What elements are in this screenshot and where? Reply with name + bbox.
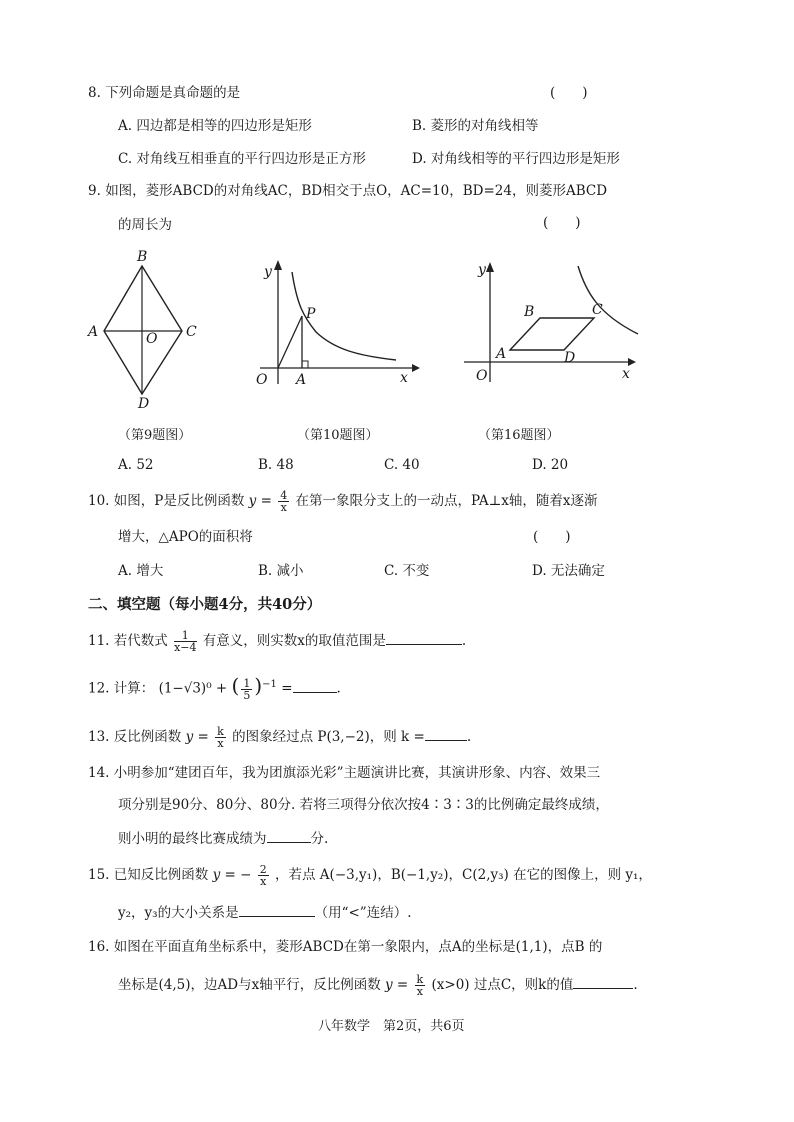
q8-option-c: C. 对角线互相垂直的平行四边形是正方形 [118,151,366,167]
q10-option-d: D. 无法确定 [532,563,605,579]
q15-line2 [118,902,411,922]
q16-line2 [118,974,638,997]
q11-number: 11. [88,633,110,649]
label-a: A [496,346,507,362]
q11-stem [88,630,466,653]
q10-option-b: B. 减小 [258,563,304,579]
q11-answer-blank[interactable] [386,630,462,645]
q11-fraction [174,630,196,653]
q12-rparen: ) [254,673,263,698]
q12-lparen: ( [231,673,240,698]
q12-end: . [336,680,341,697]
q13-frac-den: x [217,737,224,750]
label-y: y [264,264,272,280]
q12-frac-den: 5 [243,688,251,702]
q9-answer-paren: ( ) [543,215,581,231]
q13-pre: 反比例函数 [113,729,182,745]
q8-stem [88,84,240,102]
q12-frac-num: 1 [243,676,251,690]
q12-pre: 计算： [113,680,155,697]
q8-option-d: D. 对角线相等的平行四边形是矩形 [412,151,620,167]
q16-text2a: 坐标是(4,5)，边AD与x轴平行，反比例函数 [118,977,381,993]
q14-text3a: 则小明的最终比赛成绩为 [118,831,267,847]
label-o: O [146,331,158,347]
q15-pre: 已知反比例函数 [113,867,209,883]
q10-fraction [278,490,289,513]
q15-post: ，若点 A(−3,y₁)，B(−1,y₂)，C(2,y₃) 在它的图像上，则 y₁， [275,867,652,883]
figure-9-rhombus [82,244,212,414]
q8-text: 下列命题是真命题的是 [105,85,241,101]
q14-line2: 项分别是90分、80分、80分. 若将三项得分依次按4∶3∶3的比例确定最终成绩， [118,797,609,813]
q16-frac-num: k [416,973,424,986]
q9-stem-line2: 的周长为 [118,217,172,233]
q13-stem [88,726,471,749]
rhombus-abcd [510,318,594,350]
figure-9-caption: （第9题图） [118,428,192,443]
q12-stem [88,673,341,702]
q16-text2b: (x>0) 过点C，则k的值 [431,977,574,993]
q15-frac-num: 2 [259,863,267,876]
q9-text: 如图，菱形ABCD的对角线AC，BD相交于点O，AC=10，BD=24，则菱形ABCD [105,183,608,199]
q9-stem [88,182,607,200]
q9-number: 9. [88,183,101,199]
label-p: P [306,306,316,322]
label-c: C [186,324,197,340]
q11-frac-den: x−4 [174,641,197,654]
label-b: B [524,304,535,320]
figure-16-caption: （第16题图） [478,428,560,443]
q10-stem [88,490,598,513]
q15-fraction [258,864,269,887]
q8-number: 8. [88,85,101,101]
label-x: x [622,366,630,382]
rhombus-outline [104,266,182,394]
q16-text1: 如图在平面直角坐标系中，菱形ABCD在第一象限内，点A的坐标是(1,1)，点B 的 [113,939,603,955]
label-b: B [137,249,148,265]
q9-option-d: D. 20 [532,457,569,473]
x-axis-arrow [628,358,636,366]
page-footer: 八年数学 第2页，共6页 [318,1019,465,1034]
q15-answer-blank[interactable] [239,902,315,917]
figure-16-rhombus-plane [460,254,640,390]
q15-text2a: y₂，y₃的大小关系是 [118,905,239,921]
q16-number: 16. [88,939,110,955]
q12-exponent: −1 [262,679,277,690]
q10-number: 10. [88,493,110,509]
q14-answer-blank[interactable] [267,828,311,843]
q13-post: 的图象经过点 P(3,−2)，则 k = [232,729,425,745]
q10-option-a: A. 增大 [118,563,164,579]
q10-frac-num: 4 [280,489,288,502]
label-y: y [478,262,486,278]
q14-number: 14. [88,765,110,781]
q13-answer-blank[interactable] [425,726,467,741]
q12-equals: = [281,680,293,697]
q14-text1: 小明参加“建团百年，我为团旗添光彩”主题演讲比赛，其演讲形象、内容、效果三 [113,765,601,781]
q12-fraction [241,678,252,701]
y-axis-arrow [274,260,282,270]
q9-option-c: C. 40 [384,457,420,473]
q10-pre: 如图，P是反比例函数 [113,493,245,509]
label-a: A [296,372,307,388]
q15-text2b: （用“<”连结）. [314,905,412,921]
q11-pre: 若代数式 [113,633,168,649]
q16-line1 [88,938,602,956]
q15-frac-den: x [260,875,267,888]
q15-line1 [88,864,652,887]
q13-frac-num: k [217,725,224,738]
q9-option-a: A. 52 [118,457,154,473]
q14-line3 [118,828,328,848]
q13-func-lhs: y = [185,729,209,745]
q8-answer-paren: ( ) [550,85,588,101]
q16-func-lhs: y = [385,977,409,993]
figure-10-hyperbola [250,254,420,394]
q11-end: . [461,633,467,649]
q12-number: 12. [88,680,110,697]
q16-fraction [415,974,426,997]
hyperbola-curve [578,266,638,334]
y-axis-arrow [486,262,494,272]
q16-frac-den: x [416,985,423,998]
right-angle-mark [302,361,308,368]
q16-end: . [633,977,638,993]
q13-fraction [215,726,226,749]
q13-number: 13. [88,729,110,745]
q16-answer-blank[interactable] [573,974,633,989]
label-d: D [138,396,150,412]
label-a: A [88,324,99,340]
q9-option-b: B. 48 [258,457,294,473]
q8-option-a: A. 四边都是相等的四边形是矩形 [118,118,312,134]
q15-func-lhs: y = − [212,867,252,883]
figure-10-caption: （第10题图） [297,428,379,443]
q10-func-lhs: y = [248,493,272,509]
x-axis-arrow [412,364,420,372]
label-o: O [476,368,488,384]
section-fill-in-title: 二、填空题（每小题4分，共40分） [88,596,322,613]
q10-line2: 增大，△APO的面积将 [118,529,253,545]
q10-post: 在第一象限分支上的一动点，PA⊥x轴，随着x逐渐 [295,493,598,509]
q10-frac-den: x [280,501,287,514]
q10-option-c: C. 不变 [384,563,430,579]
label-d: D [564,350,576,366]
label-o: O [256,372,268,388]
q14-text3b: 分. [310,831,329,847]
label-x: x [400,370,408,386]
label-c: C [592,302,603,318]
q11-post: 有意义，则实数x的取值范围是 [202,633,386,649]
q12-answer-blank[interactable] [293,678,337,693]
q15-number: 15. [88,867,110,883]
segment-op [278,316,302,368]
q13-end: . [466,729,472,745]
q12-expr: (1−√3)⁰ + [158,680,228,697]
q14-line1 [88,764,600,782]
q8-option-b: B. 菱形的对角线相等 [412,118,539,134]
q11-frac-num: 1 [174,630,196,642]
q10-answer-paren: ( ) [533,529,571,545]
